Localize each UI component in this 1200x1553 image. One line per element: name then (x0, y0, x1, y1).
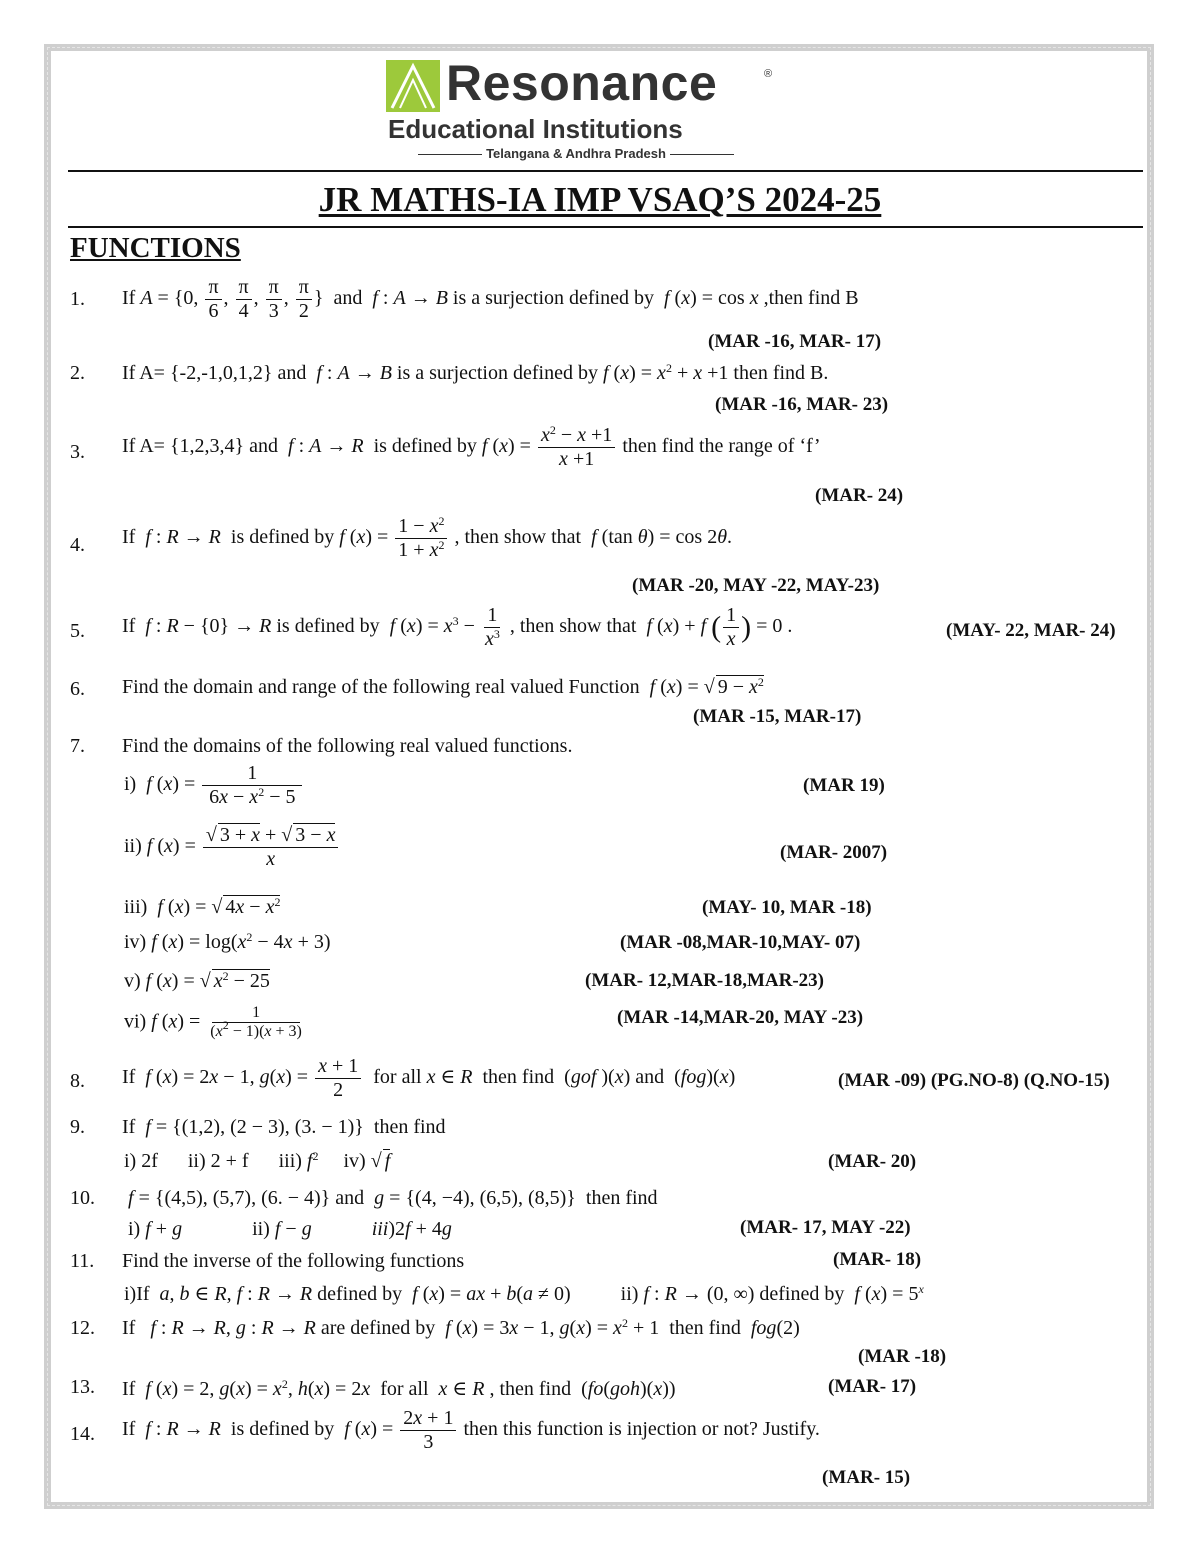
title-rule-bottom (68, 226, 1143, 228)
question-5-text: If f : R − {0} → R is defined by f $(x) = x^3$ − $\frac{1}{x^3}$ , then show that f (x) + f ( $\frac{1}{x}$ ) = 0 . (122, 604, 793, 650)
question-ref: (MAR- 20) (828, 1151, 917, 1172)
q7-part-v: v) f (x) = √ $x^2 - 25$ (124, 969, 270, 992)
question-number: 14. (70, 1423, 95, 1445)
question-number: 10. (70, 1187, 95, 1209)
resonance-logo (386, 55, 781, 168)
question-number: 7. (70, 735, 85, 757)
question-number: 11. (70, 1250, 95, 1272)
question-ref: (MAR -16, MAR- 23) (715, 394, 889, 415)
q7-part-iii: iii) f (x) = √ $4x - x^2$ (124, 895, 281, 918)
resonance-logo-icon (386, 60, 440, 112)
question-1-text: If A = {0, $\frac{\pi}{6}$ , $\frac{\pi}{4}$ , $\frac{\pi}{3}$ , $\frac{\pi}{2}$ } and f : A → B is a surjection defined by f (x) = cos x ,then find B (122, 276, 859, 322)
question-number: 5. (70, 620, 85, 642)
question-number: 1. (70, 288, 85, 310)
question-ref: (MAR- 24) (815, 485, 904, 506)
question-number: 9. (70, 1116, 85, 1138)
question-ref: (MAY- 10, MAR -18) (702, 897, 872, 918)
question-ref: (MAR- 12,MAR-18,MAR-23) (585, 970, 825, 991)
question-ref: (MAR -08,MAR-10,MAY- 07) (620, 932, 861, 953)
question-ref: (MAR- 18) (833, 1249, 922, 1270)
registered-mark: ® (764, 68, 773, 80)
question-12-text: If f : R → R, g : R → R are defined by f (x) = 3x − 1, $g(x) = x^2 + 1$ then find fog(2) (122, 1316, 800, 1339)
question-4-text: If f : R → R is defined by f (x) = $\frac{1 - x^2}{1 + x^2}$ , then show that f (tan θ) = cos 2θ. (122, 514, 733, 561)
question-6-text: Find the domain and range of the following real valued Function f (x) = √ $9 - x^2$ (122, 675, 764, 698)
question-13-text: If f (x) = 2, $g(x) = x^2$, h(x) = 2x for all x ∈ R , then find (fo(goh)(x)) (122, 1377, 676, 1400)
question-number: 8. (70, 1070, 85, 1092)
question-ref: (MAR -16, MAR- 17) (708, 331, 882, 352)
question-7-text: Find the domains of the following real valued functions. (122, 735, 573, 757)
q7-part-i: i) f (x) = $\frac{1}{6x - x^2 - 5}$ (124, 762, 304, 809)
question-ref: (MAR -15, MAR-17) (693, 706, 862, 727)
question-8-text: If f (x) = 2x − 1, g(x) = $\frac{x + 1}{2}$ for all x ∈ R then find (gof )(x) and (fog)(x) (122, 1055, 736, 1101)
question-11-text: Find the inverse of the following functions (122, 1250, 465, 1272)
q7-part-vi: vi) f (x) = $\frac{1}{(x^2 - 1)(x + 3)}$ (124, 1004, 302, 1041)
brand-region-text: Telangana & Andhra Pradesh (486, 146, 666, 161)
page-title: JR MATHS-IA IMP VSAQ’S 2024-25 (318, 180, 882, 219)
region-line-left (418, 154, 482, 155)
q7-part-iv: iv) f $(x) = \log(x^2 - 4x + 3)$ (124, 930, 331, 953)
question-ref: (MAR- 17, MAY -22) (740, 1217, 911, 1238)
question-ref: (MAR- 17) (828, 1376, 917, 1397)
question-ref: (MAR- 15) (822, 1467, 911, 1488)
title-rule-top (68, 170, 1143, 172)
question-number: 13. (70, 1376, 95, 1398)
q10-parts: i) f + g ii) f − g iii)2f + 4g (128, 1218, 452, 1240)
brand-subtitle: Educational Institutions (388, 114, 683, 144)
question-14-text: If f : R → R is defined by f (x) = $\frac{2x + 1}{3}$ then this function is injection or not? Justify. (122, 1407, 820, 1453)
region-line-right (670, 154, 734, 155)
question-10-text: f = {(4,5), (5,7), (6. − 4)} and g = {(4, −4), (6,5), (8,5)} then find (128, 1187, 658, 1209)
brand-name: Resonance (446, 55, 718, 111)
question-ref: (MAR -09) (PG.NO-8) (Q.NO-15) (838, 1070, 1110, 1091)
q11-parts: i)If a, b ∈ R, f : R → R defined by f (x) = ax + b(a ≠ 0) ii) f : R → (0, ∞) defined by f $(x) = 5^x$ (124, 1282, 924, 1305)
question-ref: (MAR 19) (803, 775, 885, 796)
question-number: 2. (70, 362, 85, 384)
question-ref: (MAR -14,MAR-20, MAY -23) (617, 1007, 864, 1028)
question-number: 6. (70, 678, 85, 700)
question-ref: (MAY- 22, MAR- 24) (946, 620, 1116, 641)
question-ref: (MAR- 2007) (780, 842, 888, 863)
question-number: 4. (70, 534, 85, 556)
question-number: 3. (70, 441, 85, 463)
brand-region (386, 146, 766, 161)
question-2-text: If A= {-2,-1,0,1,2} and f : A → B is a surjection defined by f $(x) = x^2 + x +1$ then find B. (122, 361, 829, 384)
question-ref: (MAR -20, MAY -22, MAY-23) (632, 575, 880, 596)
q7-part-ii: ii) f (x) = $\frac{√ 3 + x + √ 3 - x}{x}$ (124, 824, 340, 871)
question-number: 12. (70, 1317, 95, 1339)
question-3-text: If A= {1,2,3,4} and f : A → R is defined by f (x) = $\frac{x^2 - x +1}{x +1}$ then find the range of ‘f’ (122, 423, 821, 470)
q9-parts: i) 2f ii) 2 + f iii) $f^2$ iv) √ f (124, 1149, 391, 1172)
question-ref: (MAR -18) (858, 1346, 947, 1367)
question-9-text: If f = {(1,2), (2 − 3), (3. − 1)} then find (122, 1116, 446, 1138)
section-heading: FUNCTIONS (70, 232, 241, 264)
